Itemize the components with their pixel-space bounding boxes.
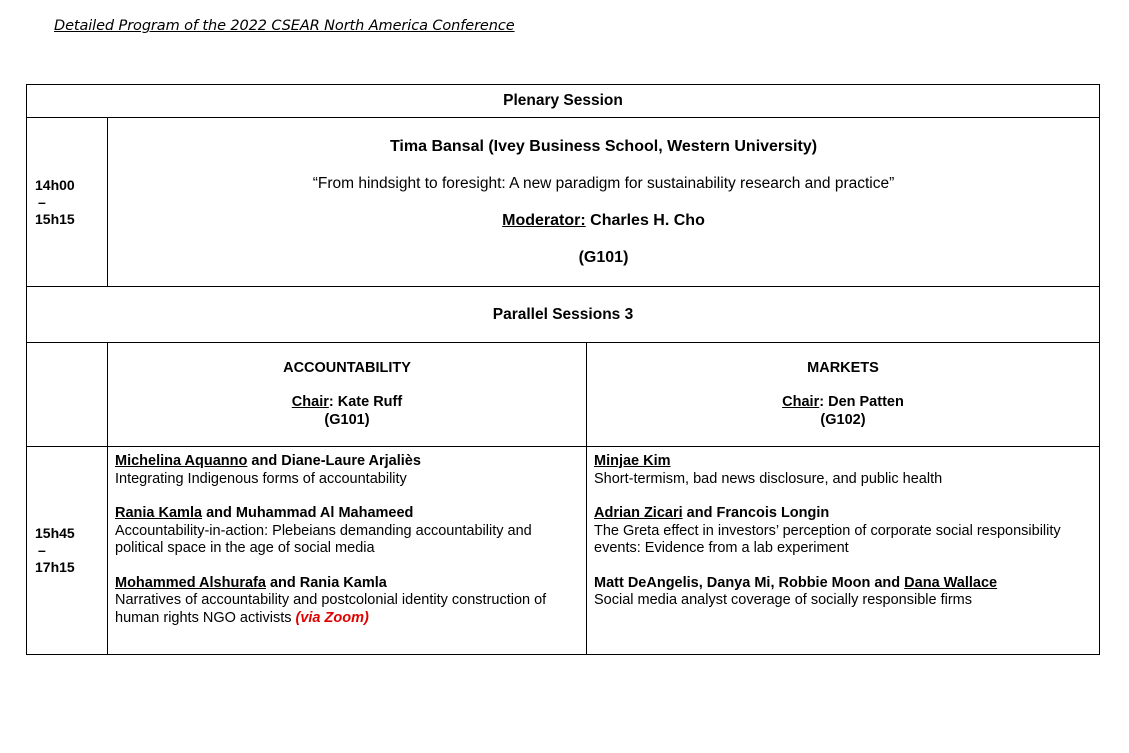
chair-label: Chair xyxy=(782,394,820,411)
paper-title: Accountability-in-action: Plebeians demanding accountability and political space in the age of social media xyxy=(115,522,532,556)
paper xyxy=(594,575,1092,610)
track-chair xyxy=(587,394,1099,412)
document-title: Detailed Program of the 2022 CSEAR North America Conference xyxy=(54,18,515,34)
coauthors: and Rania Kamla xyxy=(265,574,387,591)
paper-title-text: Narratives of accountability and postcolonial identity construction of human rights NGO activists xyxy=(115,592,547,626)
paper-title: Short-termism, bad news disclosure, and public health xyxy=(594,470,943,487)
paper-title: Integrating Indigenous forms of accountability xyxy=(115,470,407,487)
paper-authors xyxy=(115,575,579,593)
coauthors: and Francois Longin xyxy=(682,505,830,521)
parallel-time-separator: – xyxy=(38,542,46,558)
parallel-time-end: 17h15 xyxy=(35,559,75,575)
track-accountability-header xyxy=(108,343,587,447)
plenary-row xyxy=(27,118,1100,287)
paper xyxy=(115,453,579,488)
track-markets-header xyxy=(587,343,1100,447)
tracks-row xyxy=(27,343,1100,447)
paper xyxy=(594,505,1092,558)
chair-label: Chair xyxy=(291,394,329,411)
authors-prefix: Matt DeAngelis, Danya Mi, Robbie Moon and xyxy=(594,574,905,591)
moderator-name: Charles H. Cho xyxy=(585,211,705,229)
paper-title xyxy=(115,592,579,627)
papers-row xyxy=(27,447,1100,655)
paper xyxy=(594,453,1092,488)
plenary-room: (G101) xyxy=(578,248,629,266)
presenter: Dana Wallace xyxy=(904,574,998,591)
plenary-time-end: 15h15 xyxy=(35,210,75,227)
paper-authors xyxy=(115,505,579,523)
parallel-header: Parallel Sessions 3 xyxy=(27,287,1100,343)
plenary-talk-title: “From hindsight to foresight: A new paradigm for sustainability research and practice” xyxy=(312,174,895,192)
parallel-header-row xyxy=(27,287,1100,343)
markets-papers xyxy=(587,447,1100,655)
track-room: (G101) xyxy=(324,411,370,428)
track-name: MARKETS xyxy=(807,359,879,376)
paper-title: The Greta effect in investors’ perception of corporate social responsibility events: Evidence from a lab experiment xyxy=(594,522,1061,556)
accountability-papers xyxy=(108,447,587,655)
presenter: Michelina Aquanno xyxy=(115,453,248,469)
plenary-header: Plenary Session xyxy=(27,85,1100,118)
presenter: Minjae Kim xyxy=(594,453,671,469)
track-room: (G102) xyxy=(820,411,866,428)
coauthors: and Diane-Laure Arjaliès xyxy=(247,453,421,469)
program-table xyxy=(26,84,1100,655)
plenary-time xyxy=(27,118,108,287)
paper-authors xyxy=(594,575,1092,593)
plenary-details xyxy=(108,118,1100,287)
tracks-time-empty xyxy=(27,343,108,447)
moderator-label: Moderator: xyxy=(502,211,586,229)
via-zoom-note: (via Zoom) xyxy=(295,609,369,626)
presenter: Rania Kamla xyxy=(115,505,203,521)
plenary-time-start: 14h00 xyxy=(35,176,75,193)
paper-title: Social media analyst coverage of socially responsible firms xyxy=(594,592,972,608)
plenary-speaker: Tima Bansal (Ivey Business School, Western University) xyxy=(389,137,818,155)
chair-name: : Den Patten xyxy=(819,394,904,411)
coauthors: and Muhammad Al Mahameed xyxy=(202,505,414,521)
chair-name: : Kate Ruff xyxy=(328,394,403,411)
presenter: Adrian Zicari xyxy=(594,505,683,521)
track-chair xyxy=(108,394,586,412)
paper xyxy=(115,505,579,558)
paper xyxy=(115,575,579,628)
plenary-moderator xyxy=(108,212,1099,230)
paper-authors xyxy=(594,505,1092,523)
paper-authors xyxy=(594,453,1092,471)
presenter: Mohammed Alshurafa xyxy=(115,574,266,591)
plenary-header-row xyxy=(27,85,1100,118)
parallel-time xyxy=(27,447,108,655)
paper-authors xyxy=(115,453,579,471)
track-name: ACCOUNTABILITY xyxy=(283,359,411,376)
plenary-time-separator: – xyxy=(38,193,46,210)
parallel-time-start: 15h45 xyxy=(35,525,75,541)
